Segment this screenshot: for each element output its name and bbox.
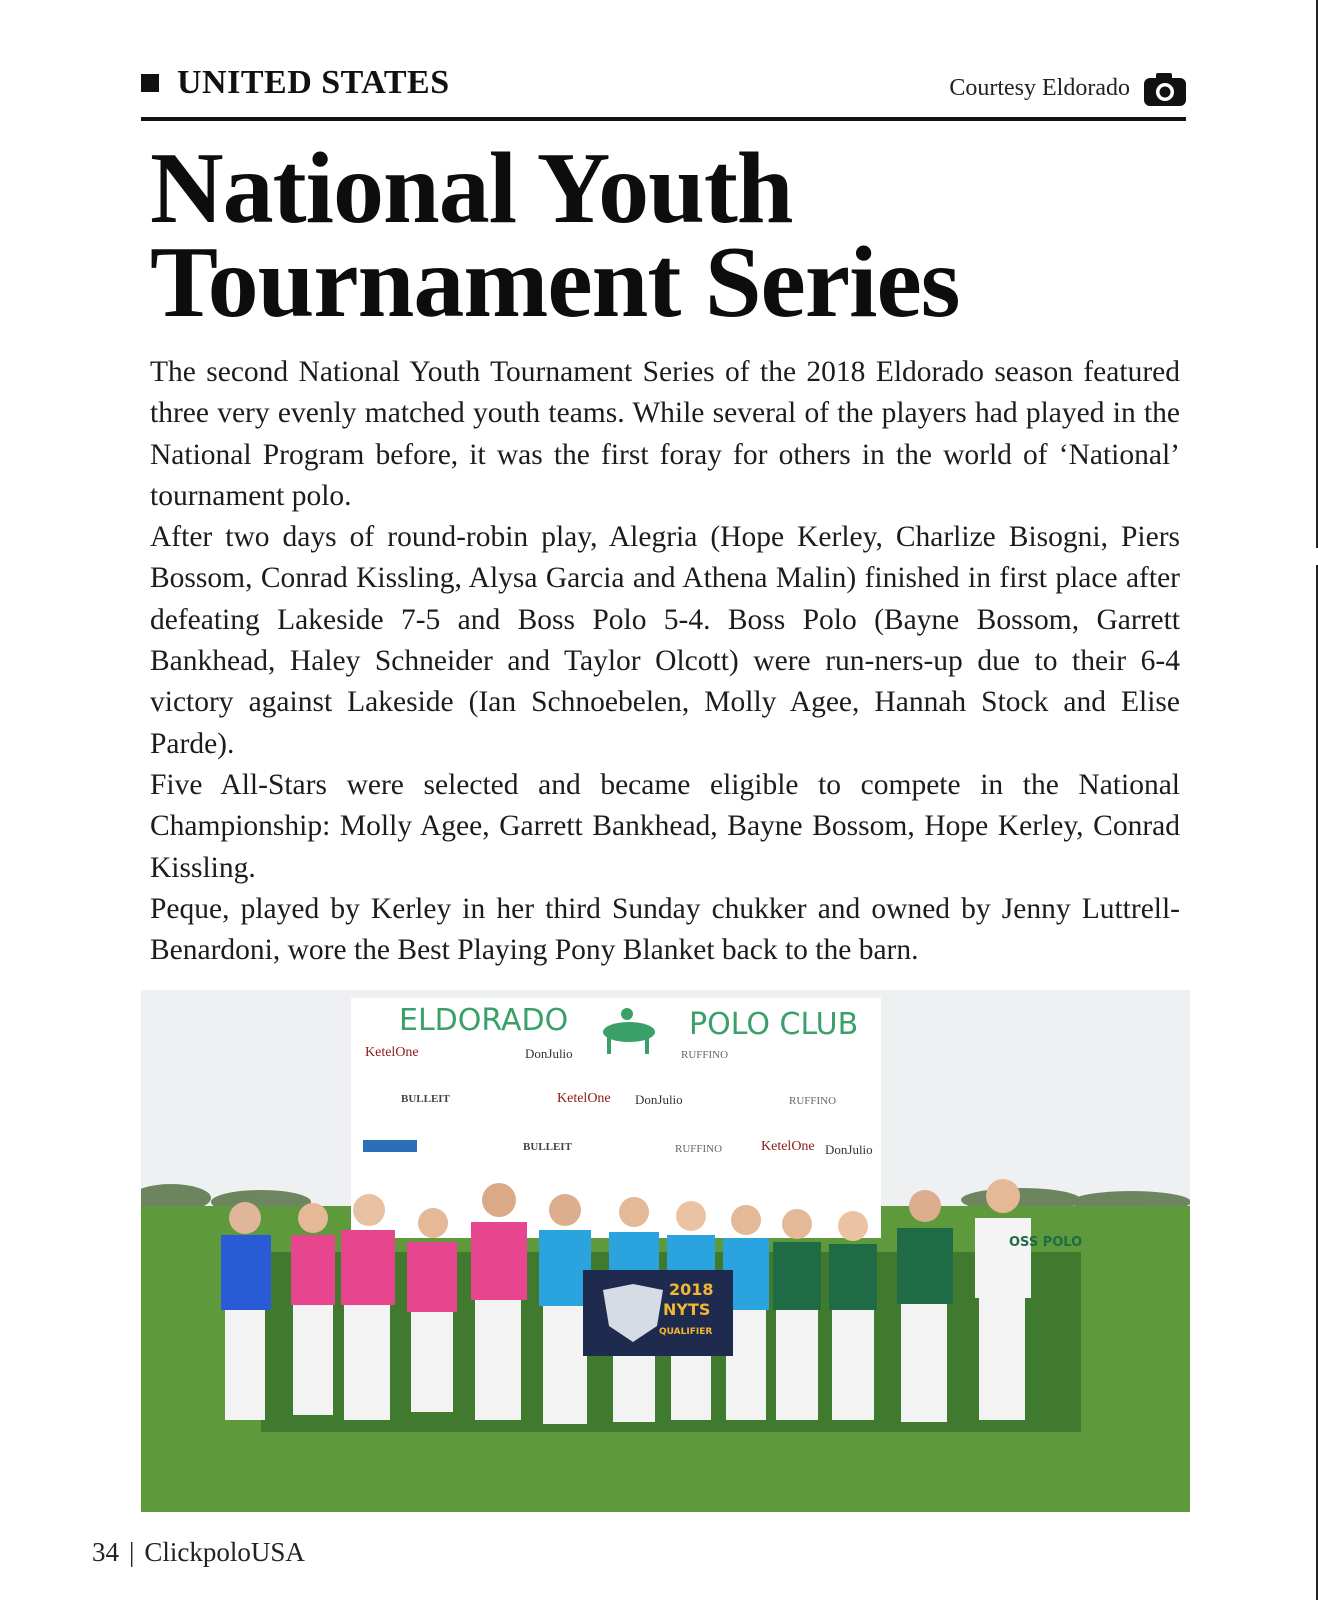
article-title: [150, 132, 960, 339]
photo-credit: Courtesy Eldorado: [949, 75, 1130, 101]
article-body: [150, 352, 1180, 971]
sponsor-logo: DonJulio: [635, 1092, 683, 1107]
section-header: [141, 62, 1186, 118]
page-number: 34: [92, 1537, 119, 1567]
section-label: UNITED STATES: [177, 64, 450, 101]
body-paragraph: Five All-Stars were selected and became eligible to compete in the National Championship: Molly Agee, Garrett Bankhead, Bayne Bossom, Hope Kerley, Conrad Kissling.: [150, 768, 1180, 884]
sponsor-logo: RUFFINO: [681, 1049, 729, 1061]
sponsor-logo: KetelOne: [557, 1091, 611, 1106]
banner-year: 2018: [669, 1280, 714, 1299]
backdrop-eldorado: ELDORADO: [399, 1003, 569, 1038]
camera-icon: [1144, 72, 1186, 106]
sponsor-logo: KetelOne: [761, 1139, 815, 1154]
qualifier-banner: [583, 1270, 733, 1356]
sponsor-logo-block: [363, 1140, 417, 1152]
banner-qualifier: QUALIFIER: [659, 1327, 713, 1337]
backdrop-polo-club: POLO CLUB: [689, 1007, 859, 1042]
body-paragraph: After two days of round-robin play, Alegria (Hope Kerley, Charlize Bisogni, Piers Bossom, Conrad Kissling, Alysa Garcia and Athena Malin) finished in first place after defeating Lakeside 7-5 and Boss Polo 5-4. Boss Polo (Bayne Bossom, Garrett Bankhead, Haley Schneider and Taylor Olcott) were run-ners-up due to their 6-4 victory against Lakeside (Ian Schnoebelen, Molly Agee, Hannah Stock and Elise Parde).: [150, 521, 1180, 760]
publication-name: ClickpoloUSA: [144, 1537, 305, 1567]
page-footer: [92, 1537, 305, 1568]
sponsor-logo: BULLEIT: [523, 1141, 572, 1153]
banner-nyts: NYTS: [663, 1300, 711, 1319]
header-rule: [141, 117, 1186, 121]
sponsor-logo: DonJulio: [825, 1142, 873, 1157]
section-bullet: [141, 74, 159, 92]
jersey-text: OSS POLO: [1009, 1235, 1083, 1250]
footer-separator: |: [129, 1537, 135, 1567]
sponsor-logo: RUFFINO: [789, 1095, 837, 1107]
team-photo-illustration: [141, 990, 1190, 1512]
body-paragraph: Peque, played by Kerley in her third Sunday chukker and owned by Jenny Luttrell-Benardoni, wore the Best Playing Pony Blanket back to the barn.: [150, 892, 1180, 967]
title-line: National Youth: [150, 132, 793, 245]
body-paragraph: The second National Youth Tournament Series of the 2018 Eldorado season featured three very evenly matched youth teams. While several of the players had played in the National Program before, it was the first foray for others in the world of ‘National’ tournament polo.: [150, 356, 1180, 512]
sponsor-logo: DonJulio: [525, 1046, 573, 1061]
sponsor-logo: KetelOne: [365, 1045, 419, 1060]
sponsor-logo: RUFFINO: [675, 1143, 723, 1155]
team-photo: [141, 990, 1190, 1512]
title-line: Tournament Series: [150, 226, 960, 339]
sponsor-logo: BULLEIT: [401, 1093, 450, 1105]
